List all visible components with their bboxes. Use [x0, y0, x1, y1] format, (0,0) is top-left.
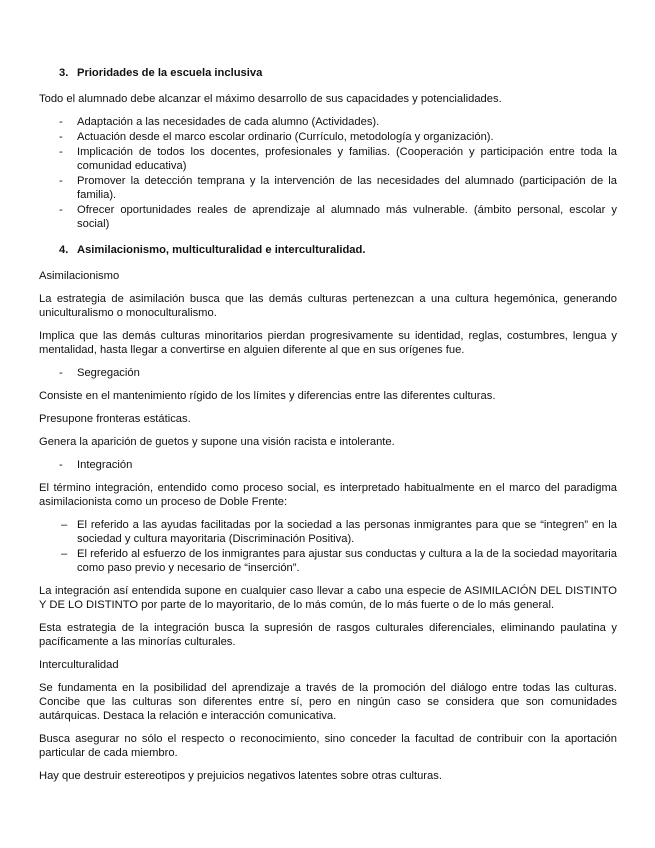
document-page: [39, 66, 617, 792]
section-title: Asimilacionismo, multiculturalidad e interculturalidad.: [77, 244, 366, 256]
paragraph: El término integración, entendido como proceso social, es interpretado habitualmente en el marco del paradigma asimilacionista como un proceso de Doble Frente:: [39, 482, 617, 508]
paragraph: Todo el alumnado debe alcanzar el máximo desarrollo de sus capacidades y potencialidades.: [39, 93, 502, 105]
section-3-heading: [39, 66, 617, 80]
subheading-interculturalidad: Interculturalidad: [39, 659, 119, 671]
paragraph: La integración así entendida supone en cualquier caso llevar a cabo una especie de ASIMILACIÓN DEL DISTINTO Y DE LO DISTINTO por parte de lo mayoritario, de lo más común, de lo más fuerte o de lo más general.: [39, 585, 617, 611]
paragraph: Genera la aparición de guetos y supone una visión racista e intolerante.: [39, 436, 395, 448]
paragraph: Esta estrategia de la integración busca la supresión de rasgos culturales diferenciales, eliminando paulatina y pacíficamente a las minorías culturales.: [39, 622, 617, 648]
list-item: - Implicación de todos los docentes, profesionales y familias. (Cooperación y participación entre toda la comunidad educativa): [59, 146, 617, 172]
paragraph: Consiste en el mantenimiento rígido de los límites y diferencias entre las diferentes culturas.: [39, 390, 496, 402]
list-item: - Promover la detección temprana y la intervención de las necesidades del alumnado (participación de la familia).: [59, 175, 617, 201]
paragraph: Implica que las demás culturas minoritarios pierdan progresivamente su identidad, reglas, costumbres, lengua y mentalidad, hasta llegar a convertirse en alguien diferente al que en sus orígenes fue.: [39, 330, 617, 356]
doble-frente-list: [39, 518, 617, 575]
section-number: 4.: [59, 244, 69, 256]
section-4-heading: [39, 243, 617, 257]
list-item: - Actuación desde el marco escolar ordinario (Currículo, metodología y organización).: [59, 131, 494, 143]
list-item: – El referido al esfuerzo de los inmigrantes para ajustar sus conductas y cultura a la de la sociedad mayoritaria como paso previo y necesario de “inserción”.: [61, 548, 617, 574]
section-title: Prioridades de la escuela inclusiva: [77, 67, 263, 79]
paragraph: Hay que destruir estereotipos y prejuicios negativos latentes sobre otras culturas.: [39, 770, 442, 782]
subheading-asimilacionismo: Asimilacionismo: [39, 270, 120, 282]
paragraph: La estrategia de asimilación busca que las demás culturas pertenezcan a una cultura hegemónica, generando uniculturalismo o monoculturalismo.: [39, 293, 617, 319]
subheading-segregacion: - Segregación: [59, 367, 140, 379]
list-item: - Adaptación a las necesidades de cada alumno (Actividades).: [59, 116, 380, 128]
paragraph: Se fundamenta en la posibilidad del aprendizaje a través de la promoción del diálogo entre todas las culturas. Concibe que las culturas son diferentes entre sí, pero en ningún caso se considera que son comunidades autárquicas. Destaca la relación e interacción comunicativa.: [39, 682, 617, 722]
section-number: 3.: [59, 67, 69, 79]
priorities-list: [39, 115, 617, 231]
paragraph: Busca asegurar no sólo el respecto o reconocimiento, sino conceder la facultad de contribuir con la aportación particular de cada miembro.: [39, 733, 617, 759]
list-item: – El referido a las ayudas facilitadas por la sociedad a las personas inmigrantes para que se “integren” en la sociedad y cultura mayoritaria (Discriminación Positiva).: [61, 519, 617, 545]
subheading-integracion: - Integración: [59, 459, 133, 471]
paragraph: Presupone fronteras estáticas.: [39, 413, 191, 425]
list-item: - Ofrecer oportunidades reales de aprendizaje al alumnado más vulnerable. (ámbito personal, escolar y social): [59, 204, 617, 230]
